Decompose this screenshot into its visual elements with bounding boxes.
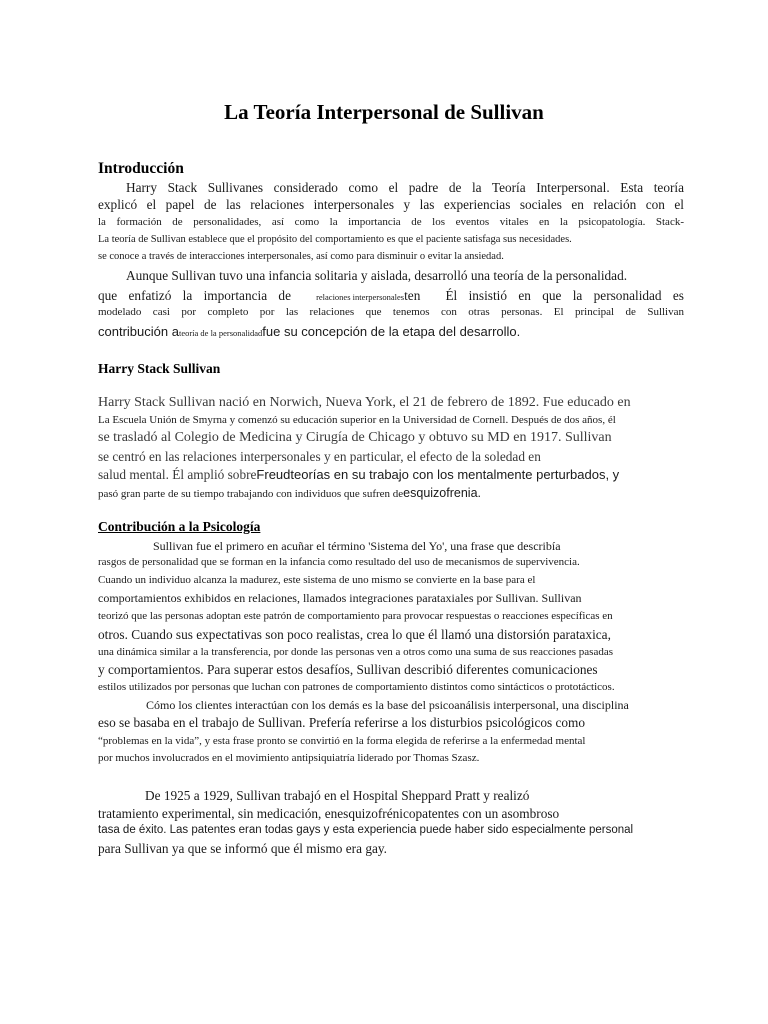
hss-line-5: [98, 467, 684, 483]
section-heading-introduccion: Introducción: [98, 160, 184, 177]
intro-line-7-mid: [316, 288, 420, 304]
hss-line-3: se trasladó al Colegio de Medicina y Cirugía de Chicago y obtuvo su MD en 1917. Sullivan: [98, 430, 612, 445]
page-title: La Teoría Interpersonal de Sullivan: [224, 100, 544, 124]
contrib-line-5: teorizó que las personas adoptan este patrón de comportamiento para provocar respuestas o reacciones específicas en: [98, 610, 613, 622]
intro-line-6: Aunque Sullivan tuvo una infancia solitaria y aislada, desarrolló una teoría de la personalidad.: [126, 268, 628, 283]
intro-line-1: Harry Stack Sullivanes considerado como el padre de la Teoría Interpersonal. Esta teoría: [126, 180, 684, 195]
contrib-line-4: comportamientos exhibidos en relaciones, llamados integraciones parataxiales por Sullivan. Sullivan: [98, 591, 582, 605]
inline-link-freud: Freud: [256, 467, 291, 482]
contrib-line-7: una dinámica similar a la transferencia, por donde las personas ven a otros como una suma de sus reacciones pasadas: [98, 646, 613, 658]
hss-line-4: se centró en las relaciones interpersonales y en particular, el efecto de la soledad en: [98, 449, 541, 464]
hss-line-5-end: teorías en su trabajo con los mentalmente perturbados, y: [290, 467, 620, 482]
hss-line-5-start: salud mental. Él amplió sobre: [98, 467, 257, 482]
intro-line-7-start: que enfatizó la importancia de: [98, 288, 291, 303]
intro-line-9-start: contribución a: [98, 324, 179, 339]
section-heading-contribucion: Contribución a la Psicología: [98, 519, 261, 534]
contrib-line-3: Cuando un individuo alcanza la madurez, este sistema de uno mismo se convierte en la base para el: [98, 574, 536, 586]
section-heading-harry-stack-sullivan: Harry Stack Sullivan: [98, 361, 221, 376]
pratt-line-1: De 1925 a 1929, Sullivan trabajó en el Hospital Sheppard Pratt y realizó: [145, 788, 530, 803]
contrib-line-13: por muchos involucrados en el movimiento antipsiquiatría liderado por Thomas Szasz.: [98, 752, 480, 764]
pratt-line-4: para Sullivan ya que se informó que él mismo era gay.: [98, 841, 387, 856]
inline-link-teoria: teoría de la personalidad: [178, 328, 263, 338]
hss-line-1: Harry Stack Sullivan nació en Norwich, Nueva York, el 21 de febrero de 1892. Fue educado en: [98, 395, 631, 410]
intro-line-4: La teoría de Sullivan establece que el propósito del comportamiento es que el paciente satisfaga sus necesidades.: [98, 234, 572, 245]
contrib-line-9: estilos utilizados por personas que luchan con patrones de comportamiento distintos como sintácticos o prototácticos.: [98, 681, 615, 693]
contrib-line-8: y comportamientos. Para superar estos desafíos, Sullivan describió diferentes comunicaciones: [98, 662, 598, 677]
intro-line-9-end: fue su concepción de la etapa del desarrollo.: [262, 324, 521, 339]
inline-link-relaciones: relaciones interpersonales: [316, 292, 405, 302]
inline-link-esquizofrenia: esquizofrenia.: [403, 486, 481, 500]
hss-line-6-start: pasó gran parte de su tiempo trabajando con individuos que sufren de: [98, 488, 404, 500]
hss-line-2: La Escuela Unión de Smyrna y comenzó su educación superior en la Universidad de Cornell. Después de dos años, él: [98, 414, 616, 426]
intro-line-2: explicó el papel de las relaciones interpersonales y las experiencias sociales en relación con el: [98, 197, 684, 212]
contrib-line-12: “problemas en la vida”, y esta frase pronto se convirtió en la forma elegida de referirse a la enfermedad mental: [98, 735, 586, 747]
pratt-line-3: tasa de éxito. Las patentes eran todas gays y esta experiencia puede haber sido especialmente personal: [98, 824, 634, 836]
contrib-line-6: otros. Cuando sus expectativas son poco realistas, crea lo que él llamó una distorsión parataxica,: [98, 627, 611, 642]
intro-line-5: se conoce a través de interacciones interpersonales, así como para disminuir o evitar la ansiedad.: [98, 251, 504, 262]
intro-line-9: [98, 324, 684, 340]
intro-line-8: modelado casi por completo por las relaciones que tenemos con otras personas. El principal de Sullivan: [98, 306, 684, 318]
contrib-line-11: eso se basaba en el trabajo de Sullivan. Prefería referirse a los disturbios psicológicos como: [98, 715, 586, 730]
pratt-line-2: tratamiento experimental, sin medicación, enesquizofrénicopatentes con un asombroso: [98, 806, 560, 821]
intro-line-7-ten: ten: [404, 288, 421, 303]
contrib-line-2: rasgos de personalidad que se forman en la infancia como resultado del uso de mecanismos de supervivencia.: [98, 556, 580, 568]
contrib-line-1: Sullivan fue el primero en acuñar el término 'Sistema del Yo', una frase que describía: [153, 539, 561, 553]
hss-line-6: [98, 486, 684, 500]
contrib-line-10: Cómo los clientes interactúan con los demás es la base del psicoanálisis interpersonal, una disciplina: [146, 698, 629, 712]
intro-line-3: la formación de personalidades, así como la importancia de los eventos vitales en la psicopatología. Stack-: [98, 216, 684, 228]
intro-line-7: [98, 288, 684, 304]
intro-line-7-end: Él insistió en que la personalidad es: [445, 288, 684, 303]
